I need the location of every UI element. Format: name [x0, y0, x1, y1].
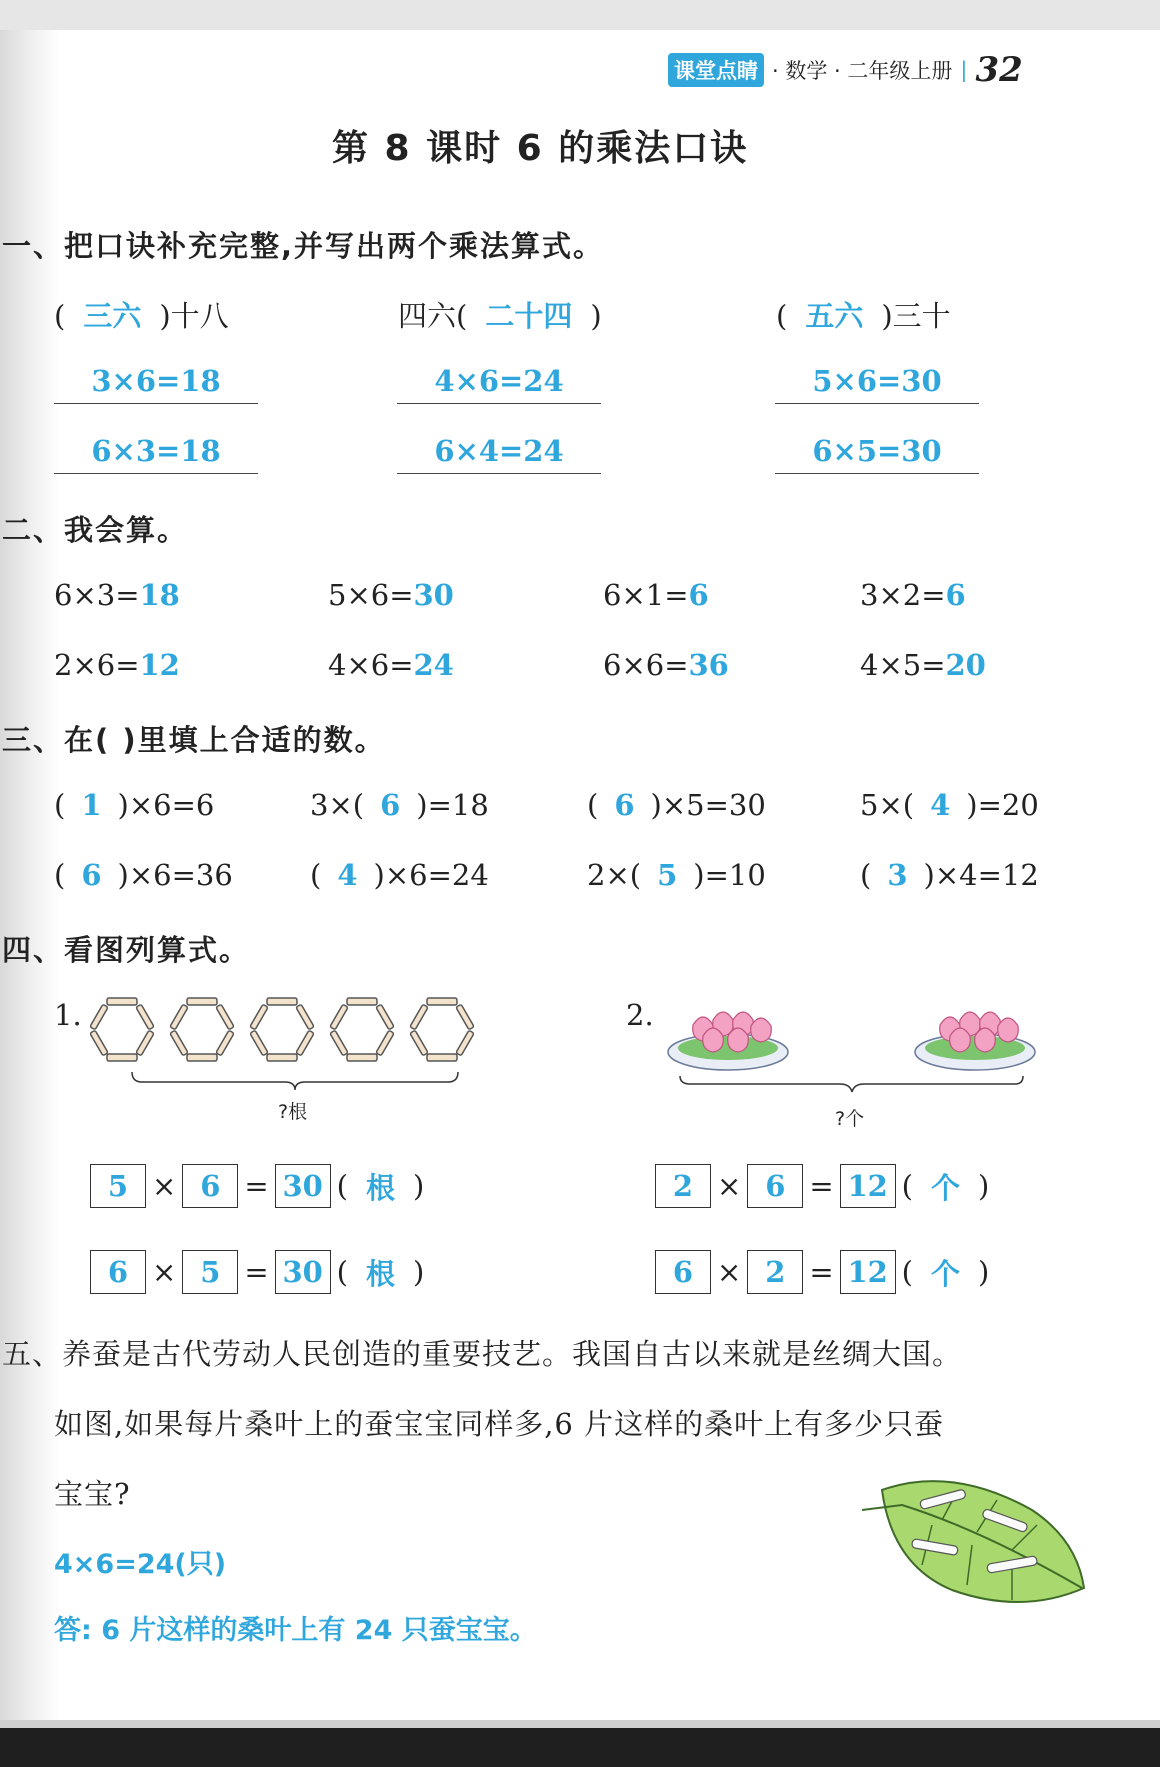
s2-q-1: 6×3=18 [54, 578, 180, 612]
s3-q-2: 3×( 6 )=18 [310, 788, 489, 822]
picture-2-number: 2. [626, 998, 654, 1032]
section-5-heading: 五、养蚕是古代劳动人民创造的重要技艺。我国自古以来就是丝绸大国。 [2, 1337, 963, 1371]
picture-1-number: 1. [54, 998, 82, 1032]
mulberry-leaf-figure [862, 1470, 1087, 1615]
picture-2-caption: ?个 [835, 1108, 865, 1130]
s2-q-4: 3×2=6 [860, 578, 966, 612]
s2-q-7: 6×6=36 [603, 648, 729, 682]
page-number: 32 [975, 50, 1023, 90]
s3-q-1: ( 1 )×6=6 [54, 788, 215, 822]
section-2-heading: 二、我会算。 [2, 513, 189, 547]
header-divider: | [960, 58, 968, 82]
answer-statement: 答: 6 片这样的桑叶上有 24 只蚕宝宝。 [54, 1615, 537, 1646]
s2-q-6: 4×6=24 [328, 648, 454, 682]
picture-1-caption: ?根 [278, 1101, 308, 1123]
s1-eq-1b: 6×3=18 [91, 434, 221, 468]
s3-q-8: ( 3 )×4=12 [860, 858, 1039, 892]
s1-item-3: ( 五六 )三十 [776, 299, 951, 333]
s3-q-7: 2×( 5 )=10 [587, 858, 766, 892]
top-margin [0, 0, 1160, 30]
section-4-heading: 四、看图列算式。 [2, 933, 251, 967]
s3-q-5: ( 6 )×6=36 [54, 858, 233, 892]
p1-equation-1: 5 × 6 = 30 ( 根 ) [90, 1164, 424, 1208]
s3-q-6: ( 4 )×6=24 [310, 858, 489, 892]
s5-text-line-2: 如图,如果每片桑叶上的蚕宝宝同样多,6 片这样的桑叶上有多少只蚕 [54, 1407, 945, 1441]
s3-q-3: ( 6 )×5=30 [587, 788, 766, 822]
s2-q-3: 6×1=6 [603, 578, 709, 612]
s3-q-4: 5×( 4 )=20 [860, 788, 1039, 822]
s1-eq-3b: 6×5=30 [812, 434, 942, 468]
section-1-heading: 一、把口诀补充完整,并写出两个乘法算式。 [2, 229, 605, 263]
s2-q-8: 4×5=20 [860, 648, 986, 682]
s1-item-1: ( 三六 )十八 [54, 299, 229, 333]
subject-label: · 数学 · 二年级上册 [772, 59, 953, 83]
s1-item-2: 四六( 二十四 ) [398, 299, 602, 333]
p2-equation-1: 2 × 6 = 12 ( 个 ) [655, 1164, 989, 1208]
s1-eq-1a: 3×6=18 [91, 364, 221, 398]
s2-q-2: 5×6=30 [328, 578, 454, 612]
section-3-heading: 三、在( )里填上合适的数。 [2, 723, 386, 757]
bottom-bar [0, 1728, 1160, 1767]
page-gutter-shadow [0, 30, 60, 1730]
s1-eq-2a: 4×6=24 [434, 364, 564, 398]
answer-equation: 4×6=24(只) [54, 1549, 227, 1580]
s1-eq-2b: 6×4=24 [434, 434, 564, 468]
s2-q-5: 2×6=12 [54, 648, 180, 682]
p1-equation-2: 6 × 5 = 30 ( 根 ) [90, 1250, 424, 1294]
s5-text-line-3: 宝宝? [54, 1477, 131, 1511]
p2-equation-2: 6 × 2 = 12 ( 个 ) [655, 1250, 989, 1294]
brand-badge: 课堂点睛 [668, 53, 764, 87]
peach-plates-figure [660, 990, 1050, 1095]
page-title: 第 8 课时 6 的乘法口诀 [332, 128, 749, 169]
page-edge [0, 1720, 1160, 1728]
s1-eq-3a: 5×6=30 [812, 364, 942, 398]
page-header [668, 50, 1023, 90]
